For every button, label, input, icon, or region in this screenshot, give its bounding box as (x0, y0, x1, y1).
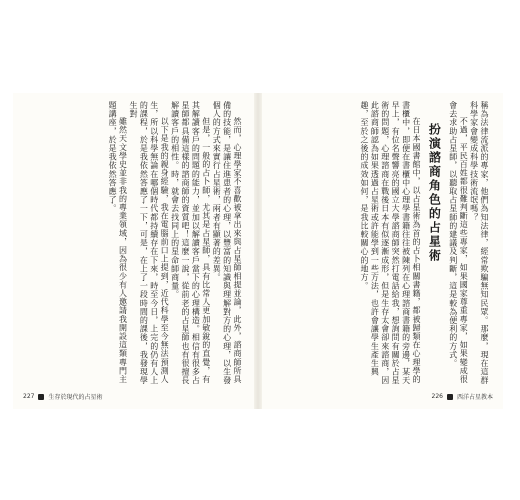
paragraph: 以下是我的親身經驗，我在電腦前口上提到，近代科學至今無法預測人生，所以科學無論在哪個時代都持續存在下來，時至今日，上完的仍有人上的課程，於是我依然答應了一下，可是，在上了一段時間的課後，我發現學生對 (128, 101, 170, 385)
paragraph: 雖然天文學史並非我的專業領域，因為很少有人邀請我開設這類專門主題講座，於是我依然答應了。 (108, 101, 128, 384)
left-page (13, 93, 254, 409)
paragraph: 然而，心理學家不喜歡被拿出來與占星師相提並論，此外，諮商師所具備的技能，是讓住進患者的心理，以豐富的知識與理解對方的心理，以生發個人的方式來實行占星術，兩者有顯著的差異。 (212, 101, 242, 385)
left-page-footer (23, 392, 102, 401)
right-page (262, 93, 503, 409)
paragraph: 但是，一般的占卜師，尤其是占星師，具有比常人更加敏銳的直覺，有其解讀客戶的問題的能力，並加以解讀客戶當下的心理構造。相信有很多占星師都具備這樣的諮商師的資質吧！這麼一說，從前老的占星師也有很擅長解讀客戶的相性。時，就會去找同上的星命師商量。 (170, 101, 211, 385)
book-icon (447, 394, 453, 400)
book-icon (38, 394, 44, 400)
running-head: 生存於現代的占星術 (48, 394, 103, 401)
section-heading: 扮演諮商角色的占星術 (427, 123, 442, 263)
page-number: 227 (23, 393, 35, 400)
right-page-body (282, 101, 489, 385)
left-page-body (29, 101, 242, 385)
book-gutter (254, 93, 262, 409)
paragraph: 在日本國書館中，以占星術為首的占卜相關書籍，都被歸類在心理學的書櫃中，即便在書櫃中心理學書籍往往被陳列在心理諮商書籍的旁邊，某天早上，有位名聲響亮的國立大學諮商師突然打電話給我，想詢問有關於占星術的問題，心理諮商在戰後日本有似逐漸成形，但是生存太會卻來諮商，因此諮商師認為如果透過占星術或許能學到一些方法，也許會讓學生產生興趣，至於之後的成效如何，是我比較關心的地方。 (359, 101, 421, 385)
page-number: 226 (431, 393, 443, 400)
paragraph: 稱為法律流派的專家，他們為知法律，經常欺騙無知民眾。那麼，現在這群科學家會變成科學技術流氓嗎？ (469, 101, 489, 385)
running-head: 西洋占星教本 (456, 394, 493, 401)
paragraph: 不過，平民百姓都很難判斷這些專家，如果國家尊重專家，如果變成很會去求助占星師，以聽取占星師的建議及判斷，這是較為便利的方式。 (448, 101, 469, 384)
right-page-footer (432, 392, 493, 401)
